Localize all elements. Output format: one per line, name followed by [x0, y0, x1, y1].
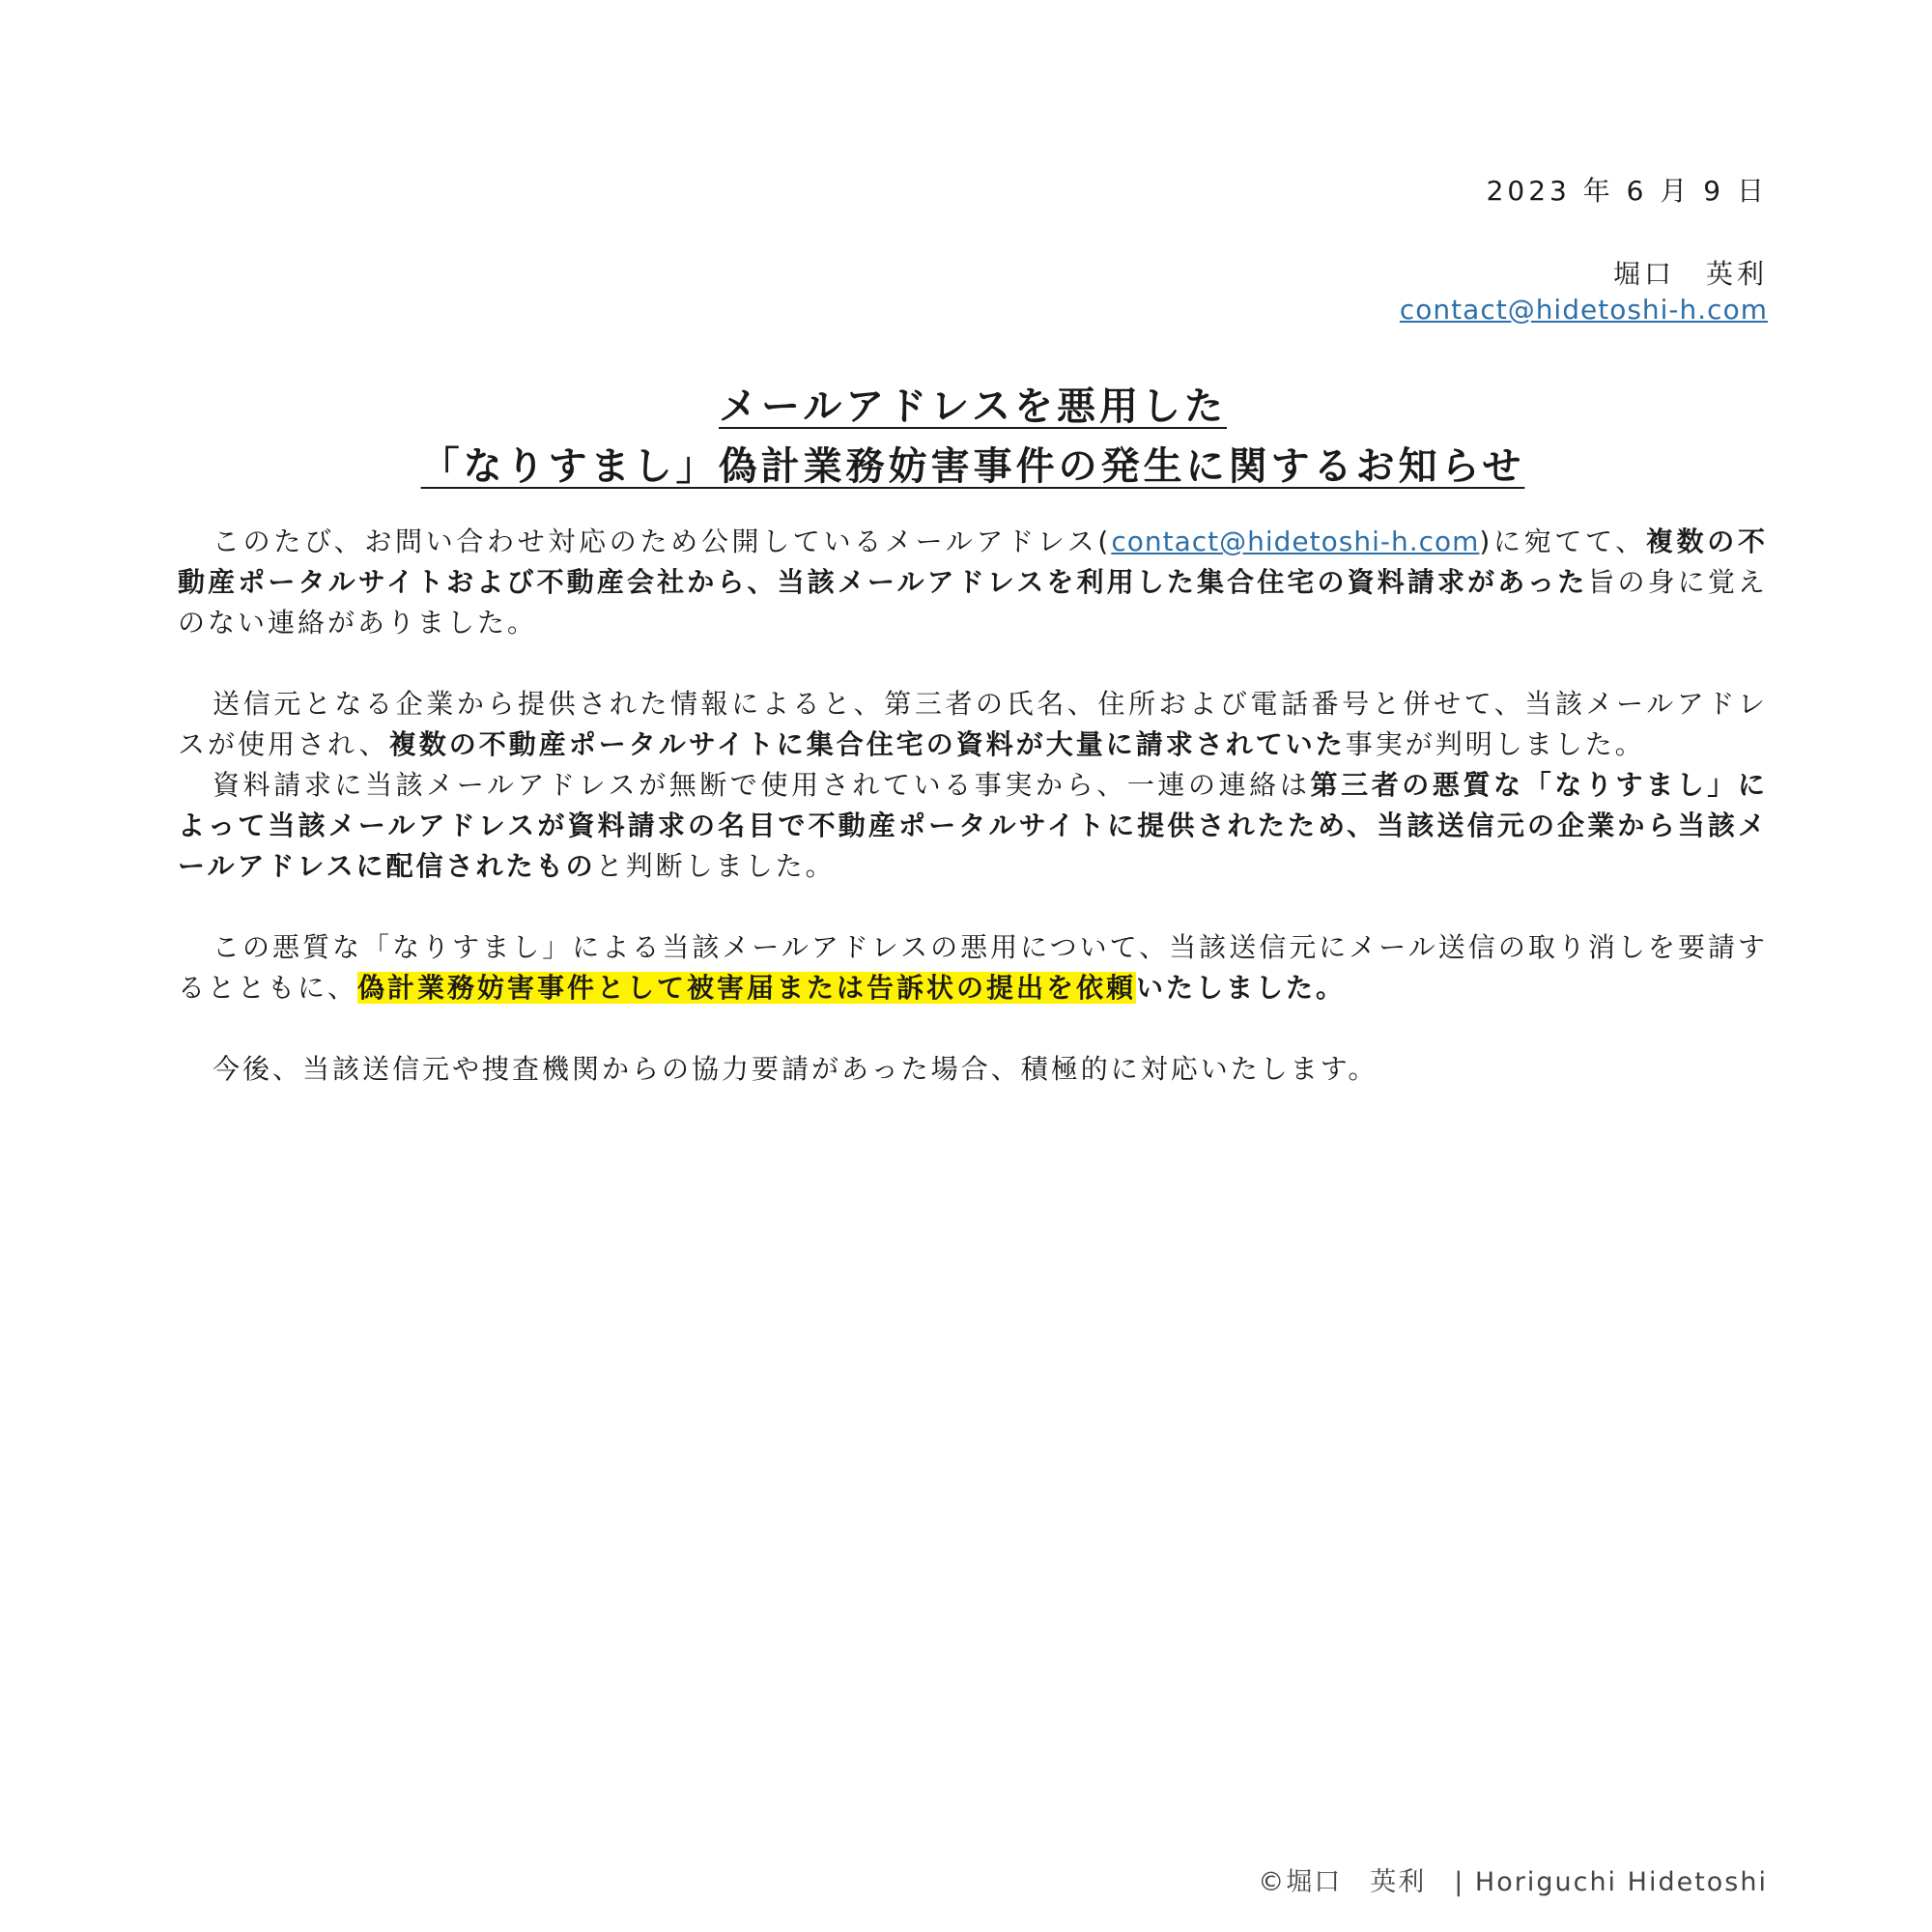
copyright-footer: ©堀口 英利 | Horiguchi Hidetoshi: [1258, 1867, 1768, 1897]
p5-text-1: 今後、当該送信元や捜査機関からの協力要請があった場合、積極的に対応いたします。: [213, 1053, 1378, 1085]
p3-text-1: 資料請求に当該メールアドレスが無断で使用されている事実から、一連の連絡は: [213, 769, 1311, 801]
p1-text-1: このたび、お問い合わせ対応のため公開しているメールアドレス(: [213, 526, 1112, 557]
paragraph-1: [178, 522, 1768, 643]
title-line-2: 「なりすまし」偽計業務妨害事件の発生に関するお知らせ: [420, 444, 1525, 489]
p1-text-2: )に宛てて、: [1479, 526, 1646, 557]
document-page: [178, 0, 1768, 1932]
p4-bold: いたしました。: [1136, 972, 1347, 1004]
p2-text-2: 事実が判明しました。: [1345, 728, 1645, 760]
p3-text-2: と判断しました。: [595, 850, 836, 882]
paragraph-3: [178, 765, 1768, 887]
paragraph-2: [178, 684, 1768, 765]
p1-bold: 複数の不動産ポータルサイトおよび不動産会社から、当該メールアドレスを利用した集合住宅の資料請求があった: [178, 526, 1768, 598]
author-name: 堀口 英利: [1612, 258, 1768, 290]
p1-text-3: 旨の身に覚えのない連絡がありました。: [178, 566, 1768, 639]
p3-bold: 第三者の悪質な「なりすまし」によって当該メールアドレスが資料請求の名目で不動産ポータルサイトに提供されたため、当該送信元の企業から当該メールアドレスに配信されたもの: [178, 769, 1768, 882]
paragraph-5: [178, 1049, 1768, 1090]
author-email-link[interactable]: contact@hidetoshi-h.com: [1399, 294, 1768, 326]
p2-bold: 複数の不動産ポータルサイトに集合住宅の資料が大量に請求されていた: [388, 728, 1346, 760]
p4-highlight: 偽計業務妨害事件として被害届または告訴状の提出を依頼: [357, 972, 1137, 1004]
notice-body: [178, 522, 1768, 1090]
paragraph-4: [178, 927, 1768, 1009]
p4-text-1: この悪質な「なりすまし」による当該メールアドレスの悪用について、当該送信元にメール送信の取り消しを要請するとともに、: [178, 931, 1768, 1004]
contact-email-link[interactable]: contact@hidetoshi-h.com: [1111, 526, 1480, 557]
document-date: 2023 年 6 月 9 日: [1486, 175, 1768, 207]
notice-title: [178, 377, 1768, 497]
p2-text-1: 送信元となる企業から提供された情報によると、第三者の氏名、住所および電話番号と併せて、当該メールアドレスが使用され、: [178, 688, 1768, 760]
title-line-1: メールアドレスを悪用した: [719, 384, 1227, 429]
